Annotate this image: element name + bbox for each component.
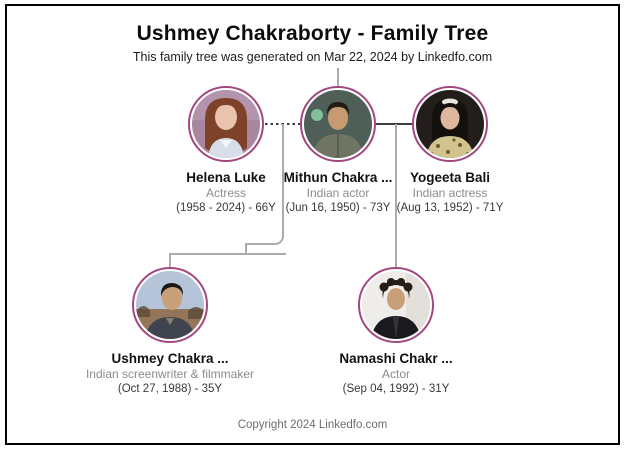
page-subtitle: This family tree was generated on Mar 22, 2024 by Linkedfo.com — [132, 50, 493, 64]
person-node-namashi-chakr — [311, 267, 481, 397]
portrait-photo — [136, 271, 204, 339]
connector-sibling-rail-left — [169, 253, 286, 255]
person-dates: (Sep 04, 1992) - 31Y — [342, 383, 450, 395]
portrait-photo — [362, 271, 430, 339]
connector-ancestor-stub — [337, 68, 339, 86]
person-dates: (Jun 16, 1950) - 73Y — [285, 202, 391, 214]
person-name[interactable]: Ushmey Chakra ... — [111, 351, 229, 366]
portrait-photo — [304, 90, 372, 158]
portrait-photo — [192, 90, 260, 158]
person-name[interactable]: Helena Luke — [186, 170, 266, 185]
person-dates: (1958 - 2024) - 66Y — [176, 202, 276, 214]
person-description: Indian actor — [306, 186, 370, 200]
person-dates: (Oct 27, 1988) - 35Y — [117, 383, 223, 395]
person-node-yogeeta-bali — [365, 86, 535, 216]
page-title: Ushmey Chakraborty - Family Tree — [136, 22, 489, 45]
person-description: Actor — [381, 367, 410, 381]
person-dates: (Aug 13, 1952) - 71Y — [396, 202, 504, 214]
copyright-text: Copyright 2024 Linkedfo.com — [237, 419, 388, 431]
person-node-ushmey-chakra — [85, 267, 255, 397]
person-description: Indian actress — [412, 186, 488, 200]
person-name[interactable]: Namashi Chakr ... — [339, 351, 453, 366]
person-description: Actress — [205, 186, 246, 200]
person-name[interactable]: Mithun Chakra ... — [283, 170, 393, 185]
portrait-ushmey-chakra[interactable] — [132, 267, 208, 343]
person-description: Indian screenwriter & filmmaker — [85, 367, 255, 381]
portrait-photo — [416, 90, 484, 158]
portrait-yogeeta-bali[interactable] — [412, 86, 488, 162]
connector-drop-ushmey — [169, 253, 171, 267]
person-name[interactable]: Yogeeta Bali — [409, 170, 491, 185]
portrait-namashi-chakr[interactable] — [358, 267, 434, 343]
